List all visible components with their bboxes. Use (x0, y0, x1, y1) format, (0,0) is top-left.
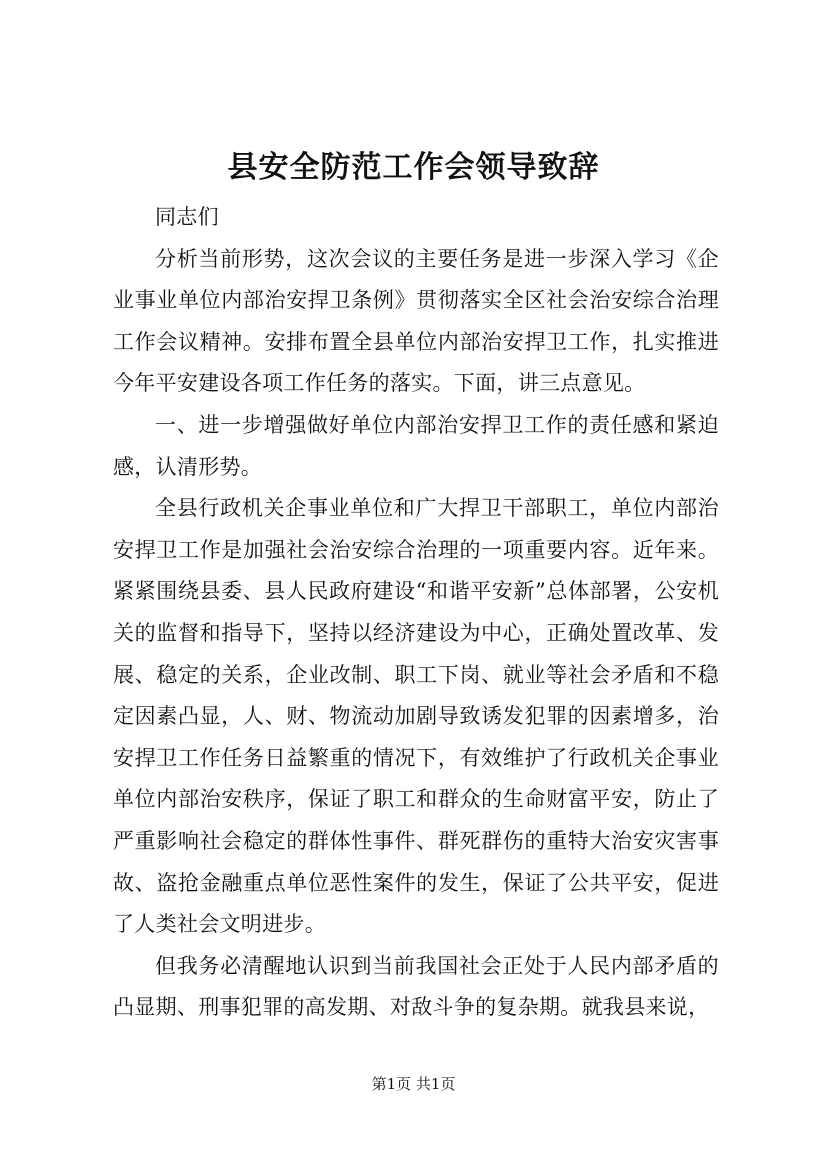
section-heading-paragraph: 一、进一步增强做好单位内部治安捍卫工作的责任感和紧迫感，认清形势。 (113, 412, 719, 479)
salutation-paragraph: 同志们 (155, 205, 219, 229)
body-paragraph: 全县行政机关企事业单位和广大捍卫干部职工，单位内部治安捍卫工作是加强社会治安综合治理的一项重要内容。近年来。紧紧围绕县委、县人民政府建设“和谐平安新”总体部署，公安机关的监督和指导下，坚持以经济建设为中心，正确处置改革、发展、稳定的关系，企业改制、职工下岗、就业等社会矛盾和不稳定因素凸显，人、财、物流动加剧导致诱发犯罪的因素增多，治安捍卫工作任务日益繁重的情况下，有效维护了行政机关企事业单位内部治安秩序，保证了职工和群众的生命财富平安，防止了严重影响社会稳定的群体性事件、群死群伤的重特大治安灾害事故、盗抢金融重点单位恶性案件的发生，保证了公共平安，促进了人类社会文明进步。 (113, 496, 719, 937)
body-paragraph: 分析当前形势，这次会议的主要任务是进一步深入学习《企业事业单位内部治安捍卫条例》贯彻落实全区社会治安综合治理工作会议精神。安排布置全县单位内部治安捍卫工作，扎实推进今年平安建设各项工作任务的落实。下面，讲三点意见。 (113, 246, 719, 396)
page-number-footer: 第1页 共1页 (371, 1075, 456, 1093)
document-title: 县安全防范工作会领导致辞 (227, 150, 600, 185)
document-body (113, 197, 719, 1029)
body-paragraph: 但我务必清醒地认识到当前我国社会正处于人民内部矛盾的凸显期、刑事犯罪的高发期、对敌斗争的复杂期。就我县来说， (113, 953, 719, 1020)
